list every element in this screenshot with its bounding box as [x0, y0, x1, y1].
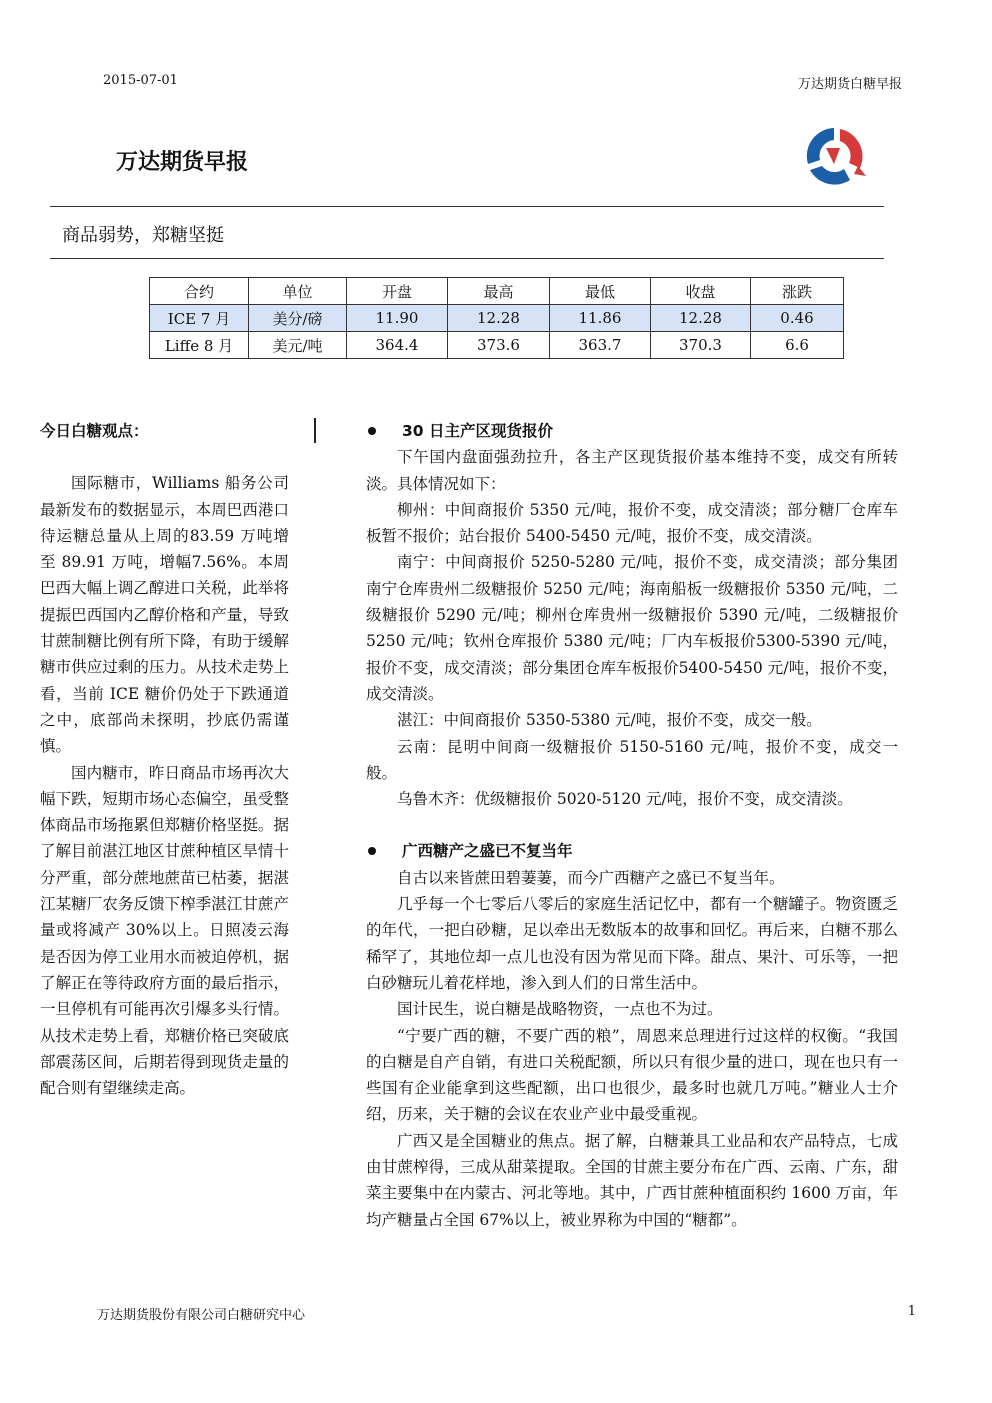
divider-bottom	[50, 258, 884, 259]
table-cell: 373.6	[448, 332, 550, 359]
spot-paragraph: 柳州：中间商报价 5350 元/吨，报价不变，成交清淡；部分糖厂仓库车板暂不报价；站台报价 5400-5450 元/吨，报价不变，成交清淡。	[366, 500, 898, 546]
left-heading: 今日白糖观点：	[40, 422, 149, 440]
section-title-text: 30 日主产区现货报价	[402, 422, 553, 440]
column-header: 最低	[550, 278, 651, 305]
article-paragraph: 广西又是全国糖业的焦点。据了解，白糖兼具工业品和农产品特点，七成由甘蔗榨得，三成从甜菜提取。全国的甘蔗主要分布在广西、云南、广东，甜菜主要集中在内蒙古、河北等地。其中，广西甘蔗种植面积约 1600 万亩，年均产糖量占全国 67%以上，被业界称为中国的“糖都”。	[366, 1131, 898, 1229]
column-header: 最高	[448, 278, 550, 305]
spot-paragraph: 下午国内盘面强劲拉升，各主产区现货报价基本维持不变，成交有所转淡。具体情况如下：	[366, 448, 898, 493]
bullet-icon	[368, 847, 376, 855]
right-column	[366, 418, 898, 1233]
header-date: 2015-07-01	[103, 73, 178, 88]
section-gap	[366, 812, 898, 838]
table-cell: 美分/磅	[249, 305, 347, 332]
table-cell: 370.3	[651, 332, 751, 359]
spot-paragraph: 乌鲁木齐：优级糖报价 5020-5120 元/吨，报价不变，成交清淡。	[397, 790, 853, 809]
left-paragraph-domestic: 国内糖市，昨日商品市场再次大幅下跌，短期市场心态偏空，虽受整体商品市场拖累但郑糖价格坚挺。据了解目前湛江地区甘蔗种植区旱情十分严重，部分蔗地蔗苗已枯萎，据湛江某糖厂农务反馈下榨季湛江甘蔗产量或将减产 30%以上。日照凌云海是否因为停工业用水而被迫停机，据了解正在等待政府方面的最后指示，一旦停机有可能再次引爆多头行情。从技术走势上看，郑糖价格已突破底部震荡区间，后期若得到现货走量的配合则有望继续走高。	[40, 763, 289, 1098]
report-title: 万达期货早报	[116, 150, 249, 175]
column-header: 开盘	[347, 278, 448, 305]
header-doc-title: 万达期货白糖早报	[797, 77, 902, 92]
page-number: 1	[907, 1304, 916, 1319]
table-cell: 0.46	[751, 305, 844, 332]
article-paragraph: “宁要广西的糖，不要广西的粮”，周恩来总理进行过这样的权衡。“我国的白糖是自产自销，有进口关税配额，所以只有很少量的进口，现在也只有一些国有企业能拿到这些配额，出口也很少，最多时也就几万吨。”糖业人士介绍，历来，关于糖的会议在农业产业中最受重视。	[366, 1026, 898, 1124]
article-paragraph: 几乎每一个七零后八零后的家庭生活记忆中，都有一个糖罐子。物资匮乏的年代，一把白砂糖，足以牵出无数版本的故事和回忆。再后来，白糖不那么稀罕了，其地位却一点儿也没有因为常见而下降。甜点、果汁、可乐等，一把白砂糖玩儿着花样地，渗入到人们的日常生活中。	[366, 895, 898, 992]
table-header-row	[150, 278, 844, 305]
spot-paragraph: 湛江：中间商报价 5350-5380 元/吨，报价不变，成交一般。	[397, 711, 822, 730]
quotes-table	[149, 277, 844, 359]
column-header: 涨跌	[751, 278, 844, 305]
company-logo-icon	[796, 118, 872, 194]
section-title-guangxi	[366, 838, 898, 864]
table-cell: 美元/吨	[249, 332, 347, 359]
table-cell: 12.28	[448, 305, 550, 332]
table-cell: ICE 7 月	[150, 305, 249, 332]
left-column	[40, 418, 289, 1101]
spot-paragraph: 云南：昆明中间商一级糖报价 5150-5160 元/吨，报价不变，成交一般。	[366, 737, 898, 782]
bullet-icon	[368, 427, 376, 435]
table-cell: 11.86	[550, 305, 651, 332]
table-cell: 6.6	[751, 332, 844, 359]
table-cell: 11.90	[347, 305, 448, 332]
spot-paragraph: 南宁：中间商报价 5250-5280 元/吨，报价不变，成交清淡；部分集团南宁仓库贵州二级糖报价 5250 元/吨；海南船板一级糖报价 5350 元/吨，二级糖报价 5290 元/吨；柳州仓库贵州一级糖报价 5390 元/吨，二级糖报价 5250 元/吨；钦州仓库报价 5380 元/吨；厂内车板报价5300-5390 元/吨，报价不变，成交清淡；部分集团仓库车板报价5400-5450 元/吨，报价不变，成交清淡。	[366, 553, 898, 703]
column-header: 单位	[249, 278, 347, 305]
table-cell: Liffe 8 月	[150, 332, 249, 359]
column-divider-bar	[314, 418, 316, 443]
left-paragraph-international: 国际糖市，Williams 船务公司最新发布的数据显示，本周巴西港口待运糖总量从上周的83.59 万吨增至 89.91 万吨，增幅7.56%。本周巴西大幅上调乙醇进口关税，此举将提振巴西国内乙醇价格和产量，导致甘蔗制糖比例有所下降，有助于缓解糖市供应过剩的压力。从技术走势上看，当前 ICE 糖价仍处于下跌通道之中，底部尚未探明，抄底仍需谨慎。	[40, 474, 289, 756]
table-cell: 12.28	[651, 305, 751, 332]
column-header: 收盘	[651, 278, 751, 305]
table-row	[150, 305, 844, 332]
table-row	[150, 332, 844, 359]
section-title-spot-prices	[366, 418, 898, 444]
section-title-text: 广西糖产之盛已不复当年	[402, 842, 573, 861]
table-cell: 364.4	[347, 332, 448, 359]
article-paragraph: 自古以来皆蔗田碧萋萋，而今广西糖产之盛已不复当年。	[397, 868, 785, 887]
table-cell: 363.7	[550, 332, 651, 359]
footer-org: 万达期货股份有限公司白糖研究中心	[97, 1308, 306, 1323]
column-header: 合约	[150, 278, 249, 305]
article-paragraph: 国计民生，说白糖是战略物资，一点也不为过。	[397, 1000, 723, 1019]
headline: 商品弱势，郑糖坚挺	[62, 225, 224, 246]
divider-top	[50, 206, 884, 207]
